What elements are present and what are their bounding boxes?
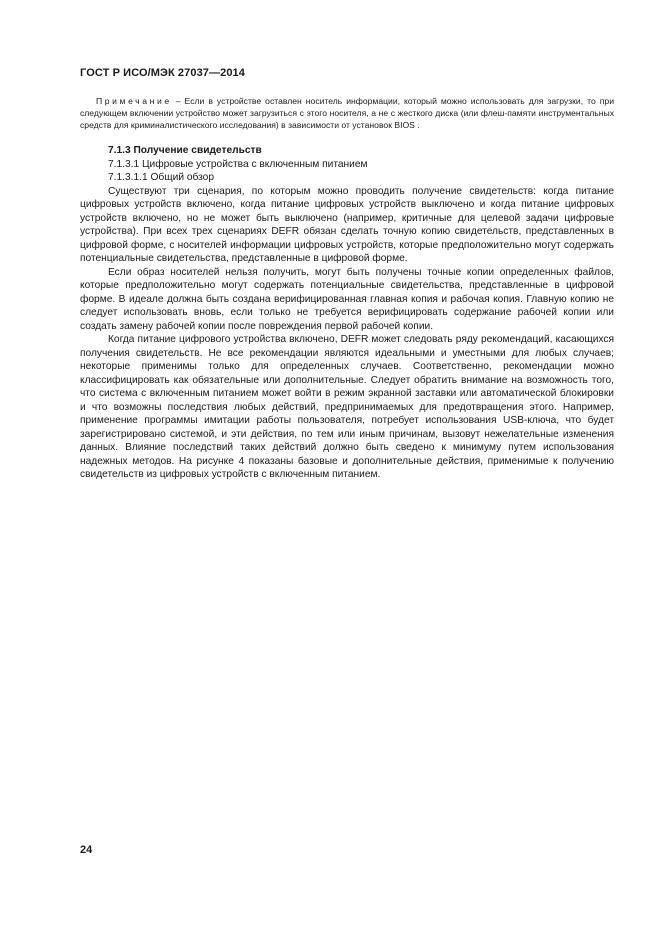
section-7-1-3: [80, 144, 614, 482]
page-number: 24: [80, 844, 93, 856]
subsection-heading-7-1-3-1-1: 7.1.3.1.1 Общий обзор: [108, 172, 214, 183]
subsection-heading-7-1-3-1: 7.1.3.1 Цифровые устройства с включенным питанием: [108, 158, 368, 170]
note-label: Примечание: [96, 96, 172, 106]
paragraph-file-copies: Если образ носителей нельзя получить, могут быть получены точные копии определенных файлов, которые предположительно могут содержать потенциальные свидетельства, представленные в цифровой форме. В идеале должна быть создана верифицированная главная копия и рабочая копия. Главную копию не следует использовать вновь, если только не требуется верифицировать содержание рабочей копии или создать замену рабочей копии после повреждения первой рабочей копии.: [80, 266, 614, 332]
note-block: [80, 95, 614, 131]
paragraph-recommendations: Когда питание цифрового устройства включено, DEFR может следовать ряду рекомендаций, касающихся получения свидетельств. Не все рекомендации являются идеальными и уместными для любых случаев; некоторые применимы только для определенных случаев. Соответственно, рекомендации можно классифицировать как обязательные или дополнительные. Следует обратить внимание на возможность того, что система с включенным питанием может войти в режим экранной заставки или автоматической блокировки и что возможны последствия любых действий, предпринимаемых для предотвращения этого. Например, применение программы имитации работы пользователя, потребует использования USB-ключа, что будет зарегистрировано системой, и эти действия, по тем или иным причинам, вызовут нежелательные изменения данных. Влияние последствий таких действий должно быть сведено к минимуму путем использования надежных методов. На рисунке 4 показаны базовые и дополнительные действия, применимые к получению свидетельств из цифровых устройств с включенным питанием.: [80, 334, 614, 480]
document-standard-title: ГОСТ Р ИСО/МЭК 27037—2014: [80, 67, 245, 79]
note-text: – Если в устройстве оставлен носитель информации, который можно использовать для загрузки, то при следующем включении устройство может загрузиться с этого носителя, а не с жесткого диска (или флеш-памяти инструментальных средств для криминалистического исследования) в зависимости от установок BIOS .: [80, 96, 614, 130]
paragraph-scenarios: Существуют три сценария, по которым можно проводить получение свидетельств: когда питание цифровых устройств включено, когда питание цифровых устройств выключено и когда питание цифровых устройств включено, но не может быть выключено (например, критичные для целевой задачи цифровые устройства). При всех трех сценариях DEFR обязан сделать точную копию свидетельств, представленных в цифровой форме, с носителей информации цифровых устройств, которые предположительно могут содержать потенциальные свидетельства, представленные в цифровой форме.: [80, 185, 614, 264]
document-page: [80, 0, 614, 935]
section-heading-7-1-3: 7.1.3 Получение свидетельств: [108, 145, 262, 156]
